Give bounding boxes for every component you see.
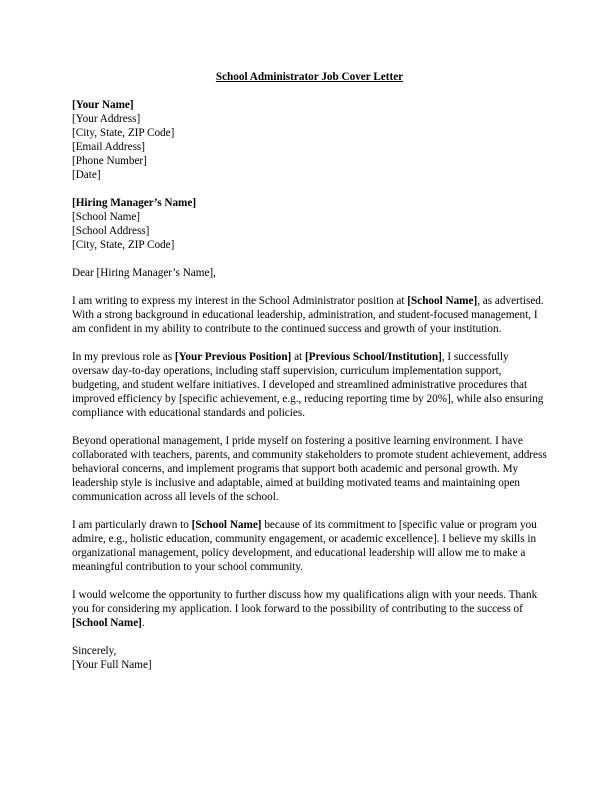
sender-email: [Email Address]: [72, 141, 146, 153]
sender-name: [Your Name]: [72, 99, 134, 111]
sender-phone: [Phone Number]: [72, 155, 147, 167]
placeholder-previous-institution: [Previous School/Institution]: [304, 351, 442, 363]
paragraph-intro: [72, 294, 547, 336]
paragraph-closing: [72, 588, 547, 630]
paragraph-leadership: Beyond operational management, I pride myself on fostering a positive learning environment. I have collaborated with teachers, parents, and community stakeholders to promote student achievement, address behavioral concerns, and implement programs that support both academic and personal growth. My leadership style is inclusive and adaptable, aimed at building motivated teams and maintaining open communication across all levels of the school.: [72, 435, 547, 503]
full-name: [Your Full Name]: [72, 659, 152, 671]
paragraph-experience: [72, 350, 547, 420]
text: , I successfully oversaw day-to-day operations, including staff supervision, curriculum implementation support, budgeting, and student welfare initiatives. I developed and streamlined administrative procedures that improved efficiency by [specific achievement, e.g., reducing reporting time by 20%], while also ensuring compliance with educational standards and policies.: [72, 351, 544, 419]
placeholder-school-name: [School Name]: [407, 295, 478, 307]
text: because of its commitment to [specific value or program you admire, e.g., holistic education, community engagement, or academic excellence]. I believe my skills in organizational management, policy development, and educational leadership will allow me to make a meaningful contribution to your school community.: [72, 519, 537, 573]
text: I am particularly drawn to: [72, 519, 192, 531]
placeholder-previous-position: [Your Previous Position]: [174, 351, 292, 363]
text: I would welcome the opportunity to further discuss how my qualifications align with your needs. Thank you for considering my application. I look forward to the possibility of contributing to the success of: [72, 589, 538, 615]
sender-date: [Date]: [72, 169, 101, 181]
sign-off: Sincerely,: [72, 645, 117, 657]
text: , as advertised. With a strong background in educational leadership, administration, and student-focused management, I am confident in my ability to contribute to the continued success and growth of your institution.: [72, 295, 544, 335]
salutation: Dear [Hiring Manager’s Name],: [72, 267, 216, 279]
text: .: [141, 617, 145, 629]
recipient-manager: [Hiring Manager’s Name]: [72, 197, 197, 209]
recipient-city: [City, State, ZIP Code]: [72, 239, 175, 251]
text: at: [291, 351, 305, 363]
recipient-school: [School Name]: [72, 211, 141, 223]
sender-address: [Your Address]: [72, 113, 141, 125]
text: I am writing to express my interest in the School Administrator position at: [72, 295, 408, 307]
recipient-block: [72, 196, 547, 252]
paragraph-motivation: [72, 518, 547, 574]
sender-city: [City, State, ZIP Code]: [72, 127, 175, 139]
placeholder-school-name: [School Name]: [72, 617, 142, 629]
letter-title: School Administrator Job Cover Letter: [215, 71, 404, 83]
sender-block: [72, 98, 547, 182]
placeholder-school-name: [School Name]: [191, 519, 262, 531]
text: In my previous role as: [72, 351, 175, 363]
recipient-address: [School Address]: [72, 225, 150, 237]
signature-block: [72, 644, 547, 672]
letter-page: [72, 70, 547, 686]
